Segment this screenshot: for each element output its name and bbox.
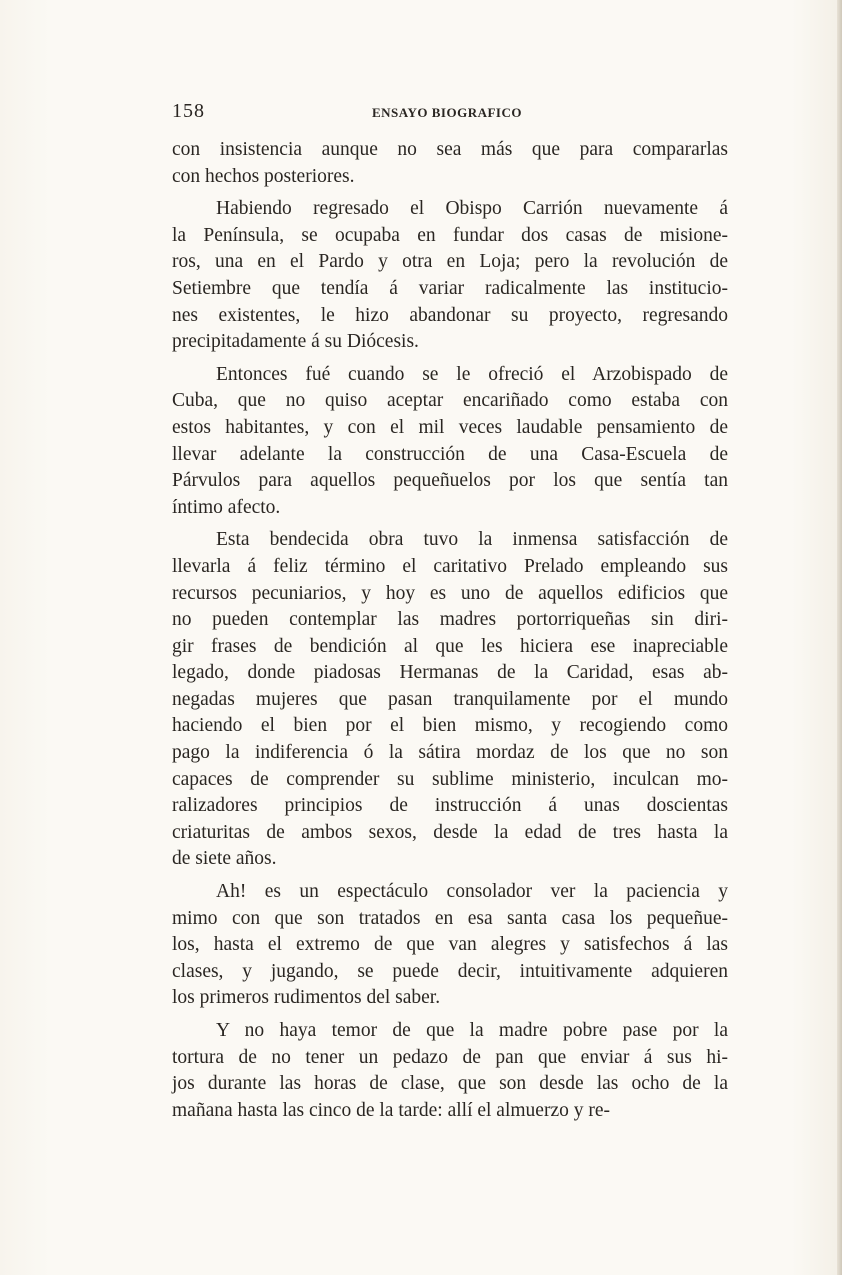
- text-line: con hechos posteriores.: [172, 165, 355, 187]
- page-header: [172, 100, 728, 126]
- paragraph: [172, 362, 728, 522]
- paragraph: [172, 196, 728, 356]
- text-line: negadas mujeres que pasan tranquilamente por el mundo: [172, 688, 728, 710]
- paragraph: [172, 879, 728, 1012]
- text-line: Entonces fué cuando se le ofreció el Arzobispado de: [216, 363, 728, 385]
- text-line: ros, una en el Pardo y otra en Loja; pero la revolución de: [172, 251, 728, 273]
- text-line: clases, y jugando, se puede decir, intuitivamente adquieren: [172, 960, 728, 982]
- text-line: capaces de comprender su sublime ministerio, inculcan mo-: [172, 768, 728, 790]
- text-line: la Península, se ocupaba en fundar dos casas de misione-: [172, 224, 728, 246]
- paragraph: [172, 1018, 728, 1124]
- page-number: 158: [172, 100, 205, 122]
- text-line: precipitadamente á su Diócesis.: [172, 331, 419, 353]
- running-head: ENSAYO BIOGRAFICO: [372, 105, 522, 120]
- text-line: Párvulos para aquellos pequeñuelos por los que sentía tan: [172, 470, 728, 492]
- text-line: estos habitantes, y con el mil veces laudable pensamiento de: [172, 416, 728, 438]
- text-line: criaturitas de ambos sexos, desde la edad de tres hasta la: [172, 821, 728, 843]
- text-line: legado, donde piadosas Hermanas de la Caridad, esas ab-: [172, 662, 728, 684]
- text-line: Ah! es un espectáculo consolador ver la paciencia y: [216, 881, 728, 903]
- text-line: Cuba, que no quiso aceptar encariñado como estaba con: [172, 390, 728, 412]
- text-line: mañana hasta las cinco de la tarde: allí el almuerzo y re-: [172, 1099, 610, 1121]
- text-line: los, hasta el extremo de que van alegres y satisfechos á las: [172, 934, 728, 956]
- text-line: no pueden contemplar las madres portorriqueñas sin diri-: [172, 609, 728, 631]
- text-line: jos durante las horas de clase, que son desde las ocho de la: [172, 1073, 728, 1095]
- text-line: de siete años.: [172, 848, 277, 870]
- text-line: recursos pecuniarios, y hoy es uno de aquellos edificios que: [172, 582, 728, 604]
- text-line: llevar adelante la construcción de una Casa-Escuela de: [172, 443, 728, 465]
- text-line: pago la indiferencia ó la sátira mordaz de los que no son: [172, 742, 728, 764]
- text-line: Esta bendecida obra tuvo la inmensa satisfacción de: [216, 529, 728, 551]
- text-line: Habiendo regresado el Obispo Carrión nuevamente á: [216, 198, 728, 220]
- text-line: íntimo afecto.: [172, 496, 281, 518]
- paragraph: [172, 527, 728, 873]
- text-line: nes existentes, le hizo abandonar su proyecto, regresando: [172, 304, 728, 326]
- text-line: haciendo el bien por el bien mismo, y recogiendo como: [172, 715, 728, 737]
- text-line: Setiembre que tendía á variar radicalmente las institucio-: [172, 277, 728, 299]
- paragraph: [172, 137, 728, 190]
- text-line: los primeros rudimentos del saber.: [172, 987, 441, 1009]
- text-line: gir frases de bendición al que les hiciera ese inapreciable: [172, 635, 728, 657]
- page-edge: [837, 0, 842, 1275]
- text-line: con insistencia aunque no sea más que para compararlas: [172, 139, 728, 160]
- text-line: ralizadores principios de instrucción á unas doscientas: [172, 795, 728, 817]
- text-line: mimo con que son tratados en esa santa casa los pequeñue-: [172, 907, 728, 929]
- text-line: tortura de no tener un pedazo de pan que enviar á sus hi-: [172, 1046, 728, 1068]
- text-line: Y no haya temor de que la madre pobre pase por la: [216, 1020, 728, 1041]
- body-text: [172, 137, 728, 1124]
- text-line: llevarla á feliz término el caritativo Prelado empleando sus: [172, 555, 728, 577]
